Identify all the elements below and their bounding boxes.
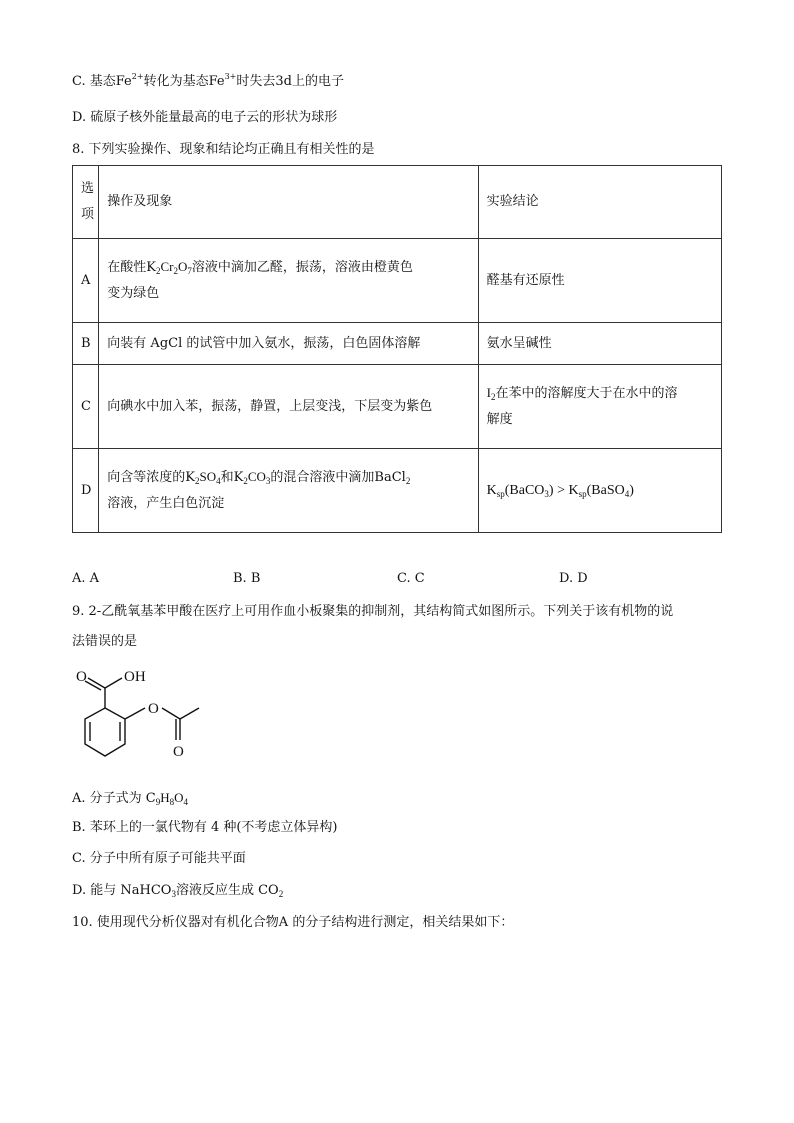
atom-label: O [76, 669, 87, 685]
question-9-line-2: 法错误的是 [72, 634, 138, 649]
text: (BaCO [504, 482, 545, 498]
text: H [160, 790, 170, 805]
question-8: 8. 下列实验操作、现象和结论均正确且有相关性的是 [72, 142, 375, 157]
text: SO [199, 469, 217, 484]
q8-options [72, 571, 722, 589]
atom-label: O [148, 701, 159, 717]
text: O [178, 259, 188, 274]
table-row [73, 365, 722, 449]
header-operation: 操作及现象 [99, 166, 478, 239]
table-row [73, 323, 722, 365]
answer-option-c[interactable]: C. C [397, 571, 425, 586]
text: C. 基态Fe [72, 74, 132, 89]
text: I [486, 385, 491, 400]
answer-option-b[interactable]: B. B [233, 571, 261, 586]
subscript: 7 [187, 266, 192, 276]
q9-option-d[interactable] [72, 882, 283, 900]
text: Cr [160, 259, 174, 274]
text: K [486, 482, 497, 498]
table-row [73, 449, 722, 533]
text: (BaSO [586, 482, 625, 498]
text: CO [247, 469, 266, 484]
subscript: 2 [405, 476, 411, 486]
text: ) [629, 482, 634, 498]
subscript: 4 [216, 476, 221, 486]
experiment-table [72, 165, 722, 533]
subscript: 3 [171, 889, 176, 899]
superscript: 3+ [224, 72, 237, 81]
subscript: 2 [195, 476, 200, 486]
text: 的混合溶液中滴加BaCl [270, 470, 406, 485]
text: 在苯中的溶解度大于在水中的溶 [495, 386, 678, 401]
row-option: B [73, 323, 99, 365]
subscript: 2 [278, 889, 284, 899]
row-operation [99, 239, 478, 323]
text: O [174, 790, 184, 805]
q9-option-a[interactable] [72, 789, 188, 808]
header-option [73, 166, 99, 239]
atom-label: OH [124, 669, 146, 685]
answer-option-d[interactable]: D. D [559, 571, 588, 586]
row-operation [99, 449, 478, 533]
text: 转化为基态Fe [143, 74, 225, 89]
text: 变为绿色 [107, 286, 160, 301]
answer-option-a[interactable]: A. A [72, 571, 100, 586]
text: 项 [81, 207, 95, 222]
subscript: 2 [243, 476, 248, 486]
text: 溶液反应生成 CO [175, 883, 279, 898]
header-conclusion: 实验结论 [478, 166, 721, 239]
text: 和K [220, 470, 244, 485]
subscript: sp [578, 488, 587, 499]
table-row [73, 239, 722, 323]
subscript: 4 [183, 797, 189, 807]
text: 解度 [486, 412, 513, 427]
text: D. 能与 NaHCO [72, 883, 172, 898]
row-conclusion [478, 365, 721, 449]
table-header-row [73, 166, 722, 239]
text: 溶液，产生白色沉淀 [107, 496, 225, 511]
structure-diagram [68, 660, 228, 775]
subscript: 3 [544, 488, 549, 499]
subscript: 4 [624, 488, 630, 499]
text: 选 [81, 181, 95, 196]
text: A. 分子式为 C [72, 791, 156, 806]
row-option: C [73, 365, 99, 449]
superscript: 2+ [131, 72, 144, 81]
row-operation: 向装有 AgCl 的试管中加入氨水，振荡，白色固体溶解 [99, 323, 478, 365]
subscript: sp [496, 488, 505, 499]
option-c-line [72, 73, 344, 91]
atom-label: O [173, 744, 184, 760]
option-d-line: D. 硫原子核外能量最高的电子云的形状为球形 [72, 110, 338, 125]
text: 向含等浓度的K [107, 470, 196, 485]
subscript: 3 [265, 476, 271, 486]
row-option: A [73, 239, 99, 323]
q9-option-c[interactable]: C. 分子中所有原子可能共平面 [72, 851, 246, 866]
question-9-line-1: 9. 2-乙酰氧基苯甲酸在医疗上可用作血小板聚集的抑制剂，其结构简式如图所示。下列关于该有机物的说 [72, 604, 674, 619]
q9-option-b[interactable]: B. 苯环上的一氯代物有 4 种(不考虑立体异构) [72, 820, 338, 835]
row-option: D [73, 449, 99, 533]
subscript: 9 [155, 797, 161, 807]
subscript: 2 [156, 266, 161, 276]
text: 时失去3d上的电子 [236, 74, 344, 89]
row-operation: 向碘水中加入苯，振荡，静置，上层变浅，下层变为紫色 [99, 365, 478, 449]
subscript: 8 [169, 797, 175, 807]
text: 溶液中滴加乙醛，振荡，溶液由橙黄色 [191, 260, 413, 275]
subscript: 2 [173, 266, 179, 276]
text: 在酸性K [107, 260, 157, 275]
row-conclusion: 氨水呈碱性 [478, 323, 721, 365]
row-conclusion: 醛基有还原性 [478, 239, 721, 323]
subscript: 2 [490, 392, 496, 402]
benzene-ring [85, 708, 125, 756]
text: ) > K [548, 482, 579, 498]
row-conclusion [478, 449, 721, 533]
question-10: 10. 使用现代分析仪器对有机化合物A 的分子结构进行测定，相关结果如下： [72, 915, 514, 930]
